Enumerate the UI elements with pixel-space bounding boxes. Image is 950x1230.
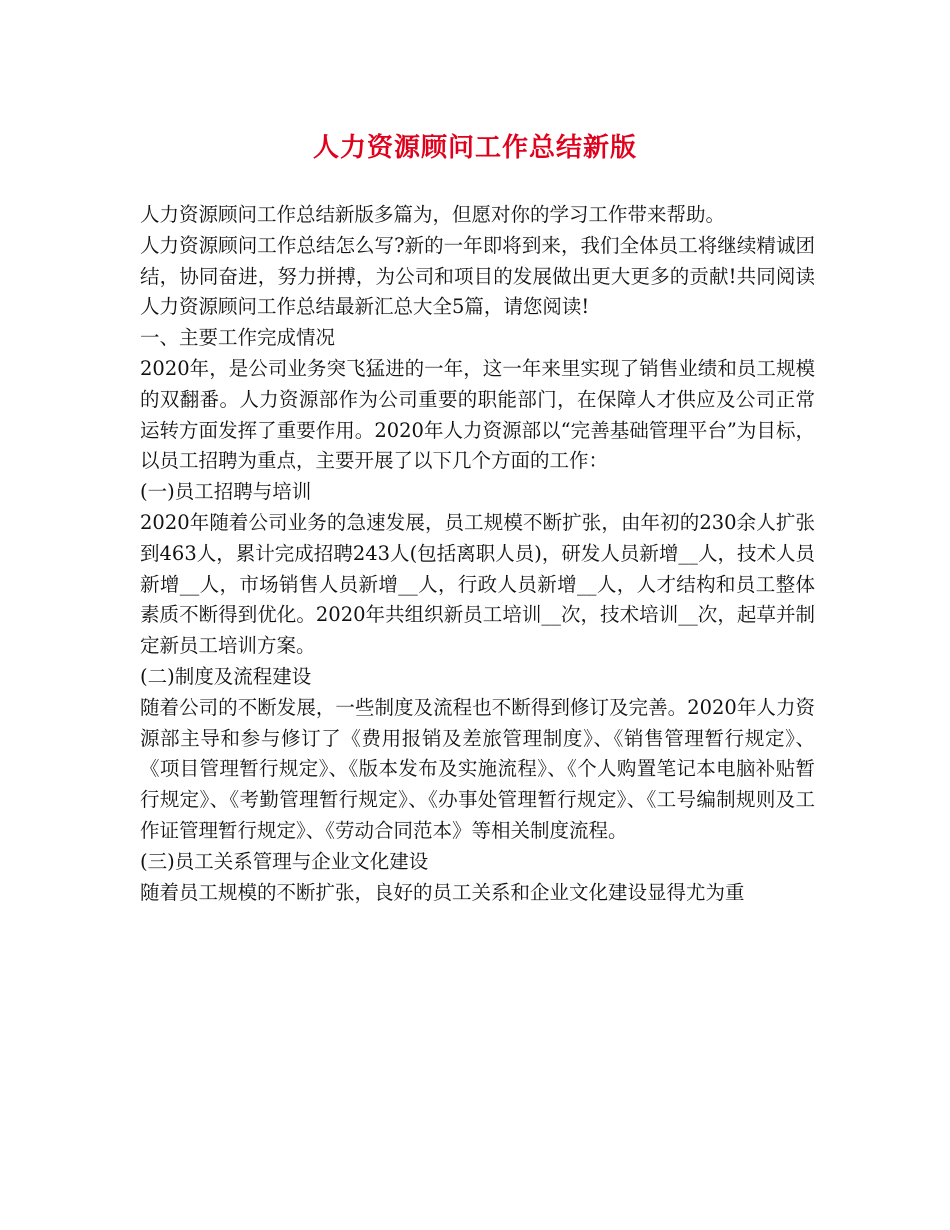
subsection-heading-recruitment: (一)员工招聘与培训 (140, 480, 312, 504)
document-title: 人力资源顾问工作总结新版 (312, 133, 637, 163)
subsection-heading-policy: (二)制度及流程建设 (140, 664, 312, 688)
body-paragraph-recruitment: 2020年随着公司业务的急速发展，员工规模不断扩张，由年初的230余人扩张到463人，累计完成招聘243人(包括离职人员)，研发人员新增__人，技术人员新增__人，市场销售人员新增__人，行政人员新增__人，人才结构和员工整体素质不断得到优化。2020年共组织新员工培训__次，技术培训__次，起草并制定新员工培训方案。 (140, 510, 815, 658)
body-paragraph-employee-relations: 随着员工规模的不断扩张，良好的员工关系和企业文化建设显得尤为重 (140, 880, 745, 904)
body-paragraph-overview: 2020年，是公司业务突飞猛进的一年，这一年来里实现了销售业绩和员工规模的双翻番。人力资源部作为公司重要的职能部门，在保障人才供应及公司正常运转方面发挥了重要作用。2020年人力资源部以“完善基础管理平台”为目标，以员工招聘为重点，主要开展了以下几个方面的工作： (140, 356, 815, 473)
subsection-heading-employee-relations: (三)员工关系管理与企业文化建设 (140, 849, 429, 873)
document-body (140, 200, 815, 908)
body-paragraph-policy: 随着公司的不断发展，一些制度及流程也不断得到修订及完善。2020年人力资源部主导和参与修订了《费用报销及差旅管理制度》、《销售管理暂行规定》、《项目管理暂行规定》、《版本发布及实施流程》、《个人购置笔记本电脑补贴暂行规定》、《考勤管理暂行规定》、《办事处管理暂行规定》、《工号编制规则及工作证管理暂行规定》、《劳动合同范本》等相关制度流程。 (140, 695, 815, 842)
section-heading-main-work: 一、主要工作完成情况 (140, 326, 336, 350)
intro-paragraph: 人力资源顾问工作总结新版多篇为，但愿对你的学习工作带来帮助。 (140, 203, 726, 226)
intro-paragraph-2: 人力资源顾问工作总结怎么写?新的一年即将到来，我们全体员工将继续精诚团结，协同奋进，努力拼搏，为公司和项目的发展做出更大更多的贡献!共同阅读人力资源顾问工作总结最新汇总大全5篇，请您阅读! (140, 233, 815, 319)
